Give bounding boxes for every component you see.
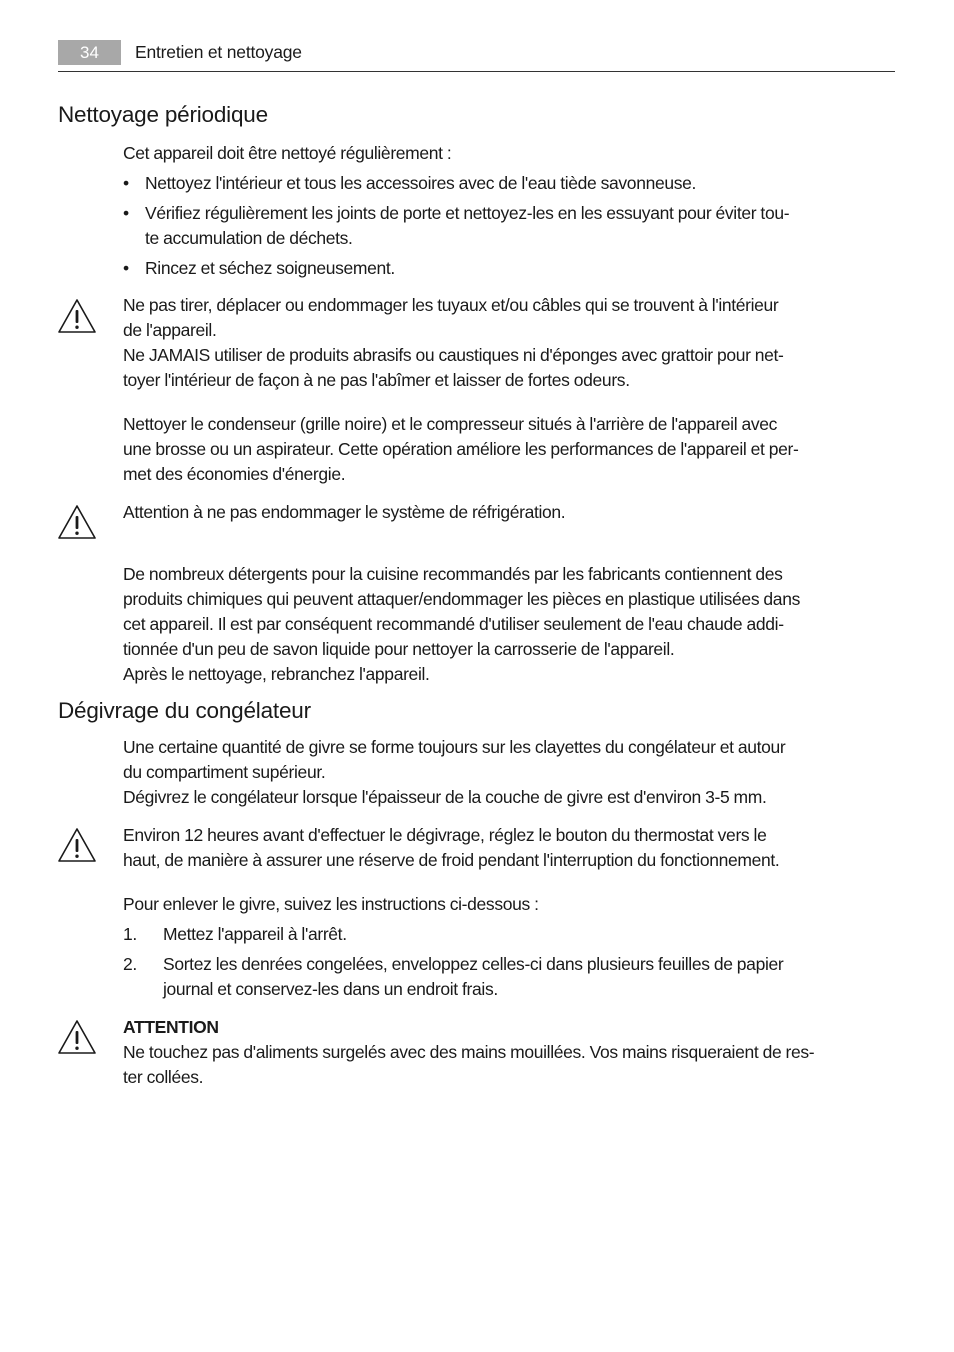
running-section-title: Entretien et nettoyage: [135, 42, 302, 62]
warning-triangle-icon: [57, 504, 97, 540]
warning-triangle-icon: [57, 1019, 97, 1055]
intro-text: Cet appareil doit être nettoyé régulièrement :: [123, 143, 452, 163]
warning-triangle-icon: [57, 827, 97, 863]
intro-text: Pour enlever le givre, suivez les instructions ci-dessous :: [123, 894, 539, 914]
list-item: [123, 922, 898, 947]
list-item: [123, 952, 898, 1002]
list-item: [123, 256, 898, 281]
list-item-text: Vérifiez régulièrement les joints de porte et nettoyez-les en les essuyant pour éviter tou- te accumulation de déchets.: [145, 203, 790, 248]
list-item-text: Rincez et séchez soigneusement.: [145, 258, 395, 278]
bullet-mark: •: [123, 203, 129, 223]
paragraph-givre: Une certaine quantité de givre se forme toujours sur les clayettes du congélateur et autour du compartiment supérieur. Dégivrez le congélateur lorsque l'épaisseur de la couche de givre est d'environ 3-5 mm.: [123, 737, 786, 807]
step-number: 2.: [123, 954, 137, 974]
page-number: 34: [58, 40, 121, 65]
attention-block: ATTENTION Ne touchez pas d'aliments surgelés avec des mains mouillées. Vos mains risqueraient de res- ter collées.: [123, 1015, 898, 1090]
list-item-text: Nettoyez l'intérieur et tous les accessoires avec de l'eau tiède savonneuse.: [145, 173, 697, 193]
warning-text: Attention à ne pas endommager le système de réfrigération.: [123, 502, 566, 522]
warning-triangle-icon: [57, 298, 97, 334]
page-header: [58, 40, 895, 72]
bullet-mark: •: [123, 258, 129, 278]
warning-text: Environ 12 heures avant d'effectuer le dégivrage, réglez le bouton du thermostat vers le haut, de manière à assurer une réserve de froid pendant l'interruption du fonctionnement.: [123, 825, 780, 870]
attention-title: ATTENTION: [123, 1017, 219, 1037]
list-item-text: Mettez l'appareil à l'arrêt.: [163, 924, 347, 944]
list-item: [123, 201, 898, 251]
heading-degivrage: Dégivrage du congélateur: [58, 698, 311, 723]
step-number: 1.: [123, 924, 137, 944]
warning-text: Ne pas tirer, déplacer ou endommager les tuyaux et/ou câbles qui se trouvent à l'intérieur de l'appareil. Ne JAMAIS utiliser de produits abrasifs ou caustiques ni d'éponges avec grattoir pour net- toyer l'intérieur de façon à ne pas l'abîmer et laisser de fortes odeurs.: [123, 295, 784, 390]
list-item-text: Sortez les denrées congelées, enveloppez celles-ci dans plusieurs feuilles de papier journal et conservez-les dans un endroit frais.: [163, 954, 784, 999]
list-item: [123, 171, 898, 196]
bullet-mark: •: [123, 173, 129, 193]
heading-nettoyage-periodique: Nettoyage périodique: [58, 102, 268, 127]
paragraph-condenseur: Nettoyer le condenseur (grille noire) et le compresseur situés à l'arrière de l'appareil avec une brosse ou un aspirateur. Cette opération améliore les performances de l'appareil et per- met des économies d'énergie.: [123, 414, 799, 484]
paragraph-detergents: De nombreux détergents pour la cuisine recommandés par les fabricants contiennent des produits chimiques qui peuvent attaquer/endommager les pièces en plastique utilisées dans cet appareil. Il est par conséquent recommandé d'utiliser seulement de l'eau chaude addi- tionnée d'un peu de savon liquide pour nettoyer la carrosserie de l'appareil. Après le nettoyage, rebranchez l'appareil.: [123, 564, 800, 684]
